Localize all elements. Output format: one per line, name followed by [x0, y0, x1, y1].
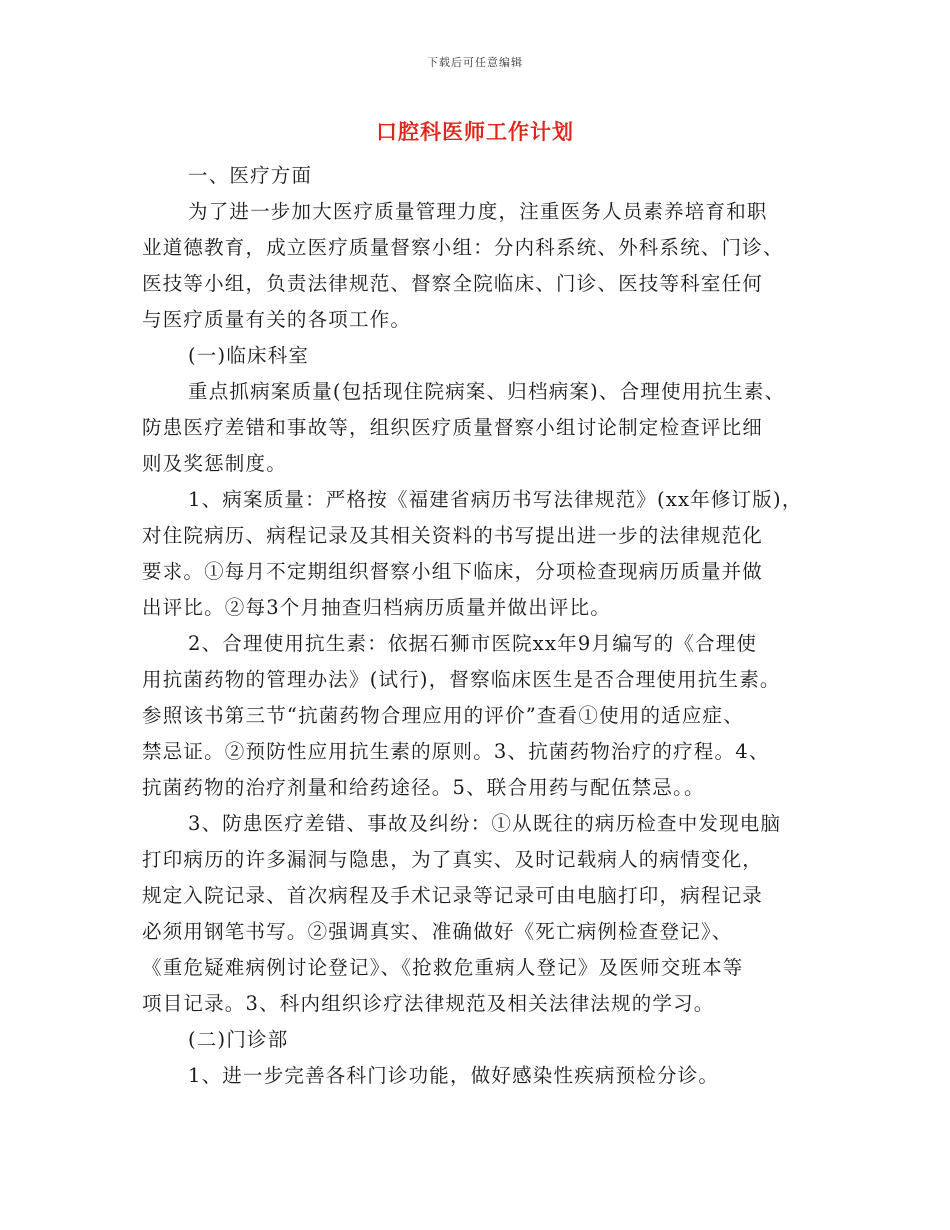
- document-title: 口腔科医师工作计划: [376, 120, 574, 144]
- text-line: 防患医疗差错和事故等，组织医疗质量督察小组讨论制定检查评比细: [142, 416, 764, 439]
- text-line: 1、病案质量：严格按《福建省病历书写法律规范》(xx年修订版)，: [188, 488, 803, 511]
- document-body: [142, 158, 822, 1094]
- text-line: 3、防患医疗差错、事故及纠纷：①从既往的病历检查中发现电脑: [188, 812, 782, 835]
- text-line: 业道德教育，成立医疗质量督察小组：分内科系统、外科系统、门诊、: [142, 236, 784, 259]
- text-line: 一、医疗方面: [188, 164, 313, 187]
- text-line: 为了进一步加大医疗质量管理力度，注重医务人员素养培育和职: [188, 200, 768, 223]
- text-line: 规定入院记录、首次病程及手术记录等记录可由电脑打印，病程记录: [142, 884, 764, 907]
- text-line: 2、合理使用抗生素：依据石狮市医院xx年9月编写的《合理使: [188, 632, 758, 655]
- text-line: 出评比。②每3个月抽查归档病历质量并做出评比。: [142, 596, 612, 619]
- text-line: 1、进一步完善各科门诊功能，做好感染性疾病预检分诊。: [188, 1064, 720, 1087]
- text-line: 打印病历的许多漏洞与隐患，为了真实、及时记载病人的病情变化，: [142, 848, 764, 871]
- header-note: 下载后可任意编辑: [427, 56, 523, 69]
- text-line: 抗菌药物的治疗剂量和给药途径。5、联合用药与配伍禁忌。。: [142, 776, 705, 799]
- text-line: 用抗菌药物的管理办法》(试行)，督察临床医生是否合理使用抗生素。: [142, 668, 781, 691]
- text-line: 参照该书第三节“抗菌药物合理应用的评价”查看①使用的适应症、: [142, 704, 744, 727]
- text-line: (一)临床科室: [188, 344, 310, 367]
- text-line: 医技等小组，负责法律规范、督察全院临床、门诊、医技等科室任何: [142, 272, 764, 295]
- text-line: 与医疗质量有关的各项工作。: [142, 308, 412, 331]
- text-line: 《重危疑难病例讨论登记》、《抢救危重病人登记》及医师交班本等: [142, 956, 744, 979]
- text-line: (二)门诊部: [188, 1028, 289, 1051]
- text-line: 重点抓病案质量(包括现住院病案、归档病案)、合理使用抗生素、: [188, 380, 786, 403]
- text-line: 必须用钢笔书写。②强调真实、准确做好《死亡病例检查登记》、: [142, 920, 733, 943]
- text-line: 要求。①每月不定期组织督察小组下临床，分项检查现病历质量并做: [142, 560, 764, 583]
- text-line: 项目记录。3、科内组织诊疗法律规范及相关法律法规的学习。: [142, 992, 715, 1015]
- text-line: 对住院病历、病程记录及其相关资料的书写提出进一步的法律规范化: [142, 524, 764, 547]
- text-line: 则及奖惩制度。: [142, 452, 287, 475]
- text-line: 禁忌证。②预防性应用抗生素的原则。3、抗菌药物治疗的疗程。4、: [142, 740, 770, 763]
